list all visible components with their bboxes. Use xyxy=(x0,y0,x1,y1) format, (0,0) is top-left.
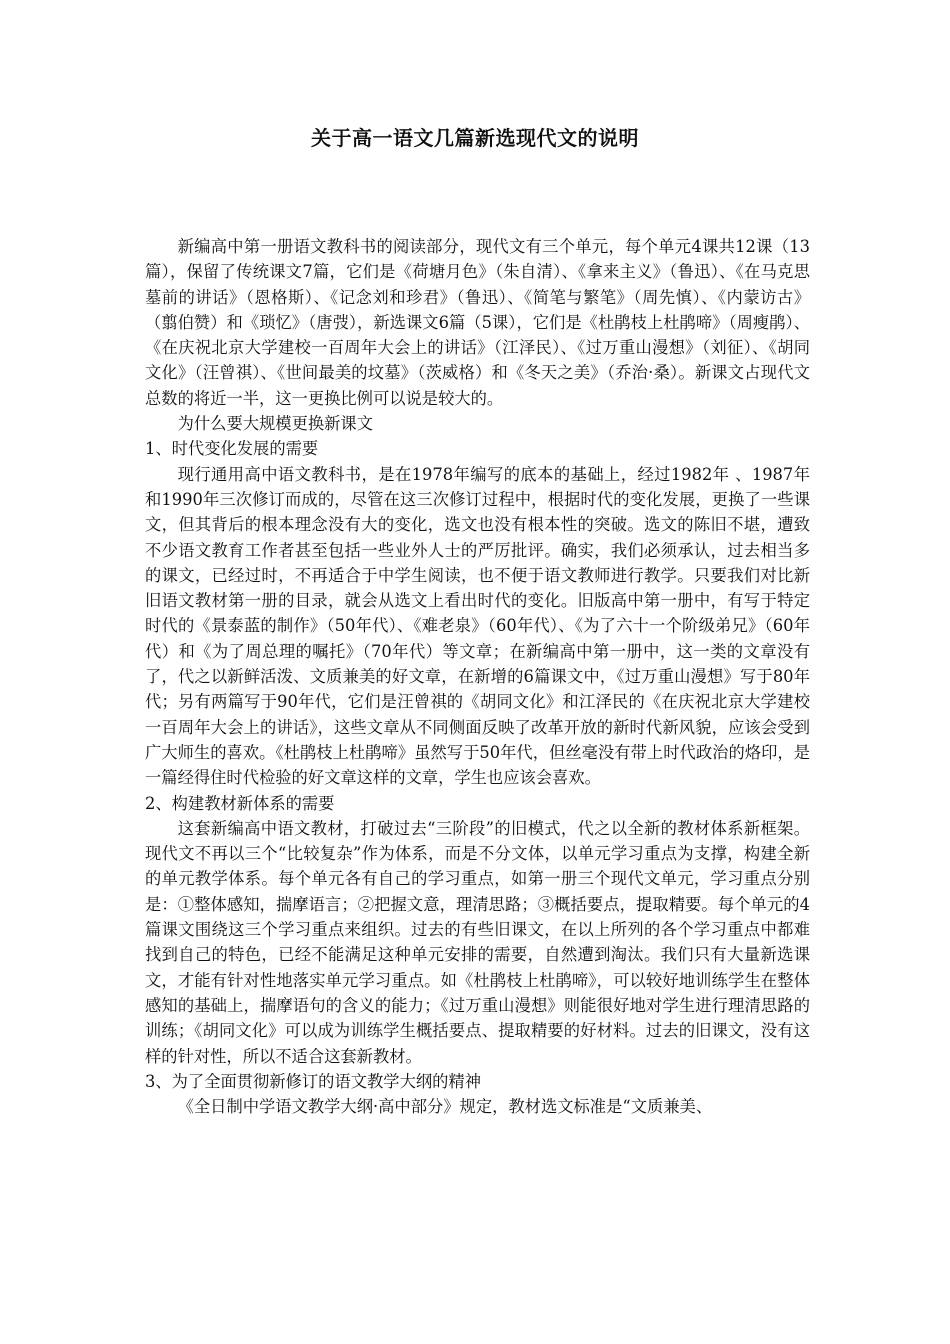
section-question-heading: 为什么要大规模更换新课文 xyxy=(177,414,373,434)
section-paragraph-3: 《全日制中学语文教学大纲·高中部分》规定，教材选文标准是“文质兼美、 xyxy=(177,1097,713,1117)
section-heading-1: 1、时代变化发展的需要 xyxy=(145,439,319,459)
section-heading-3: 3、为了全面贯彻新修订的语文教学大纲的精神 xyxy=(145,1071,481,1091)
intro-paragraph: 新编高中第一册语文教科书的阅读部分，现代文有三个单元，每个单元4课共12课（13篇），保留了传统课文7篇，它们是《荷塘月色》（朱自清）、《拿来主义》（鲁迅）、《在马克思墓前的讲话》（恩格斯）、《记念刘和珍君》（鲁迅）、《简笔与繁笔》（周先慎）、《内蒙访古》（翦伯赞）和《琐忆》（唐弢），新选课文6篇（5课），它们是《杜鹃枝上杜鹃啼》（周瘦鹃）、《在庆祝北京大学建校一百周年大会上的讲话》（江泽民）、《过万重山漫想》（刘征）、《胡同文化》（汪曾祺）、《世间最美的坟墓》（茨威格）和《冬天之美》（乔治·桑）。新课文占现代文总数的将近一半，这一更换比例可以说是较大的。 xyxy=(145,237,810,408)
section-heading-2: 2、构建教材新体系的需要 xyxy=(145,793,335,813)
section-paragraph-2: 这套新编高中语文教材，打破过去“三阶段”的旧模式，代之以全新的教材体系新框架。现代文不再以三个“比较复杂”作为体系，而是不分文体，以单元学习重点为支撑，构建全新的单元教学体系。每个单元各有自己的学习重点，如第一册三个现代文单元，学习重点分别是：①整体感知，揣摩语言；②把握文意，理清思路；③概括要点，提取精要。每个单元的4篇课文围绕这三个学习重点来组织。过去的有些旧课文，在以上所列的各个学习重点中都难找到自己的特色，已经不能满足这种单元安排的需要，自然遭到淘汰。我们只有大量新选课文，才能有针对性地落实单元学习重点。如《杜鹃枝上杜鹃啼》，可以较好地训练学生在整体感知的基础上，揣摩语句的含义的能力；《过万重山漫想》则能很好地对学生进行理清思路的训练；《胡同文化》可以成为训练学生概括要点、提取精要的好材料。过去的旧课文，没有这样的针对性，所以不适合这套新教材。 xyxy=(145,818,810,1066)
document-title: 关于高一语文几篇新选现代文的说明 xyxy=(311,126,639,150)
section-paragraph-1: 现行通用高中语文教科书，是在1978年编写的底本的基础上，经过1982年 、1987年和1990年三次修订而成的，尽管在这三次修订过程中，根据时代的变化发展，更换了一些课文，但其背后的根本理念没有大的变化，选文也没有根本性的突破。选文的陈旧不堪，遭致不少语文教育工作者甚至包括一些业外人士的严厉批评。确实，我们必须承认，过去相当多的课文，已经过时，不再适合于中学生阅读，也不便于语文教师进行教学。只要我们对比新旧语文教材第一册的目录，就会从选文上看出时代的变化。旧版高中第一册中，有写于特定时代的《景泰蓝的制作》（50年代）、《难老泉》（60年代）、《为了六十一个阶级弟兄》（60年代）和《为了周总理的嘱托》（70年代）等文章；在新编高中第一册中，这一类的文章没有了，代之以新鲜活泼、文质兼美的好文章，在新增的6篇课文中，《过万重山漫想》写于80年代；另有两篇写于90年代，它们是汪曾祺的《胡同文化》和江泽民的《在庆祝北京大学建校一百周年大会上的讲话》，这些文章从不同侧面反映了改革开放的新时代新风貌，应该会受到广大师生的喜欢。《杜鹃枝上杜鹃啼》虽然写于50年代，但丝毫没有带上时代政治的烙印，是一篇经得住时代检验的好文章这样的文章，学生也应该会喜欢。 xyxy=(145,464,810,788)
document-body xyxy=(145,234,810,1119)
